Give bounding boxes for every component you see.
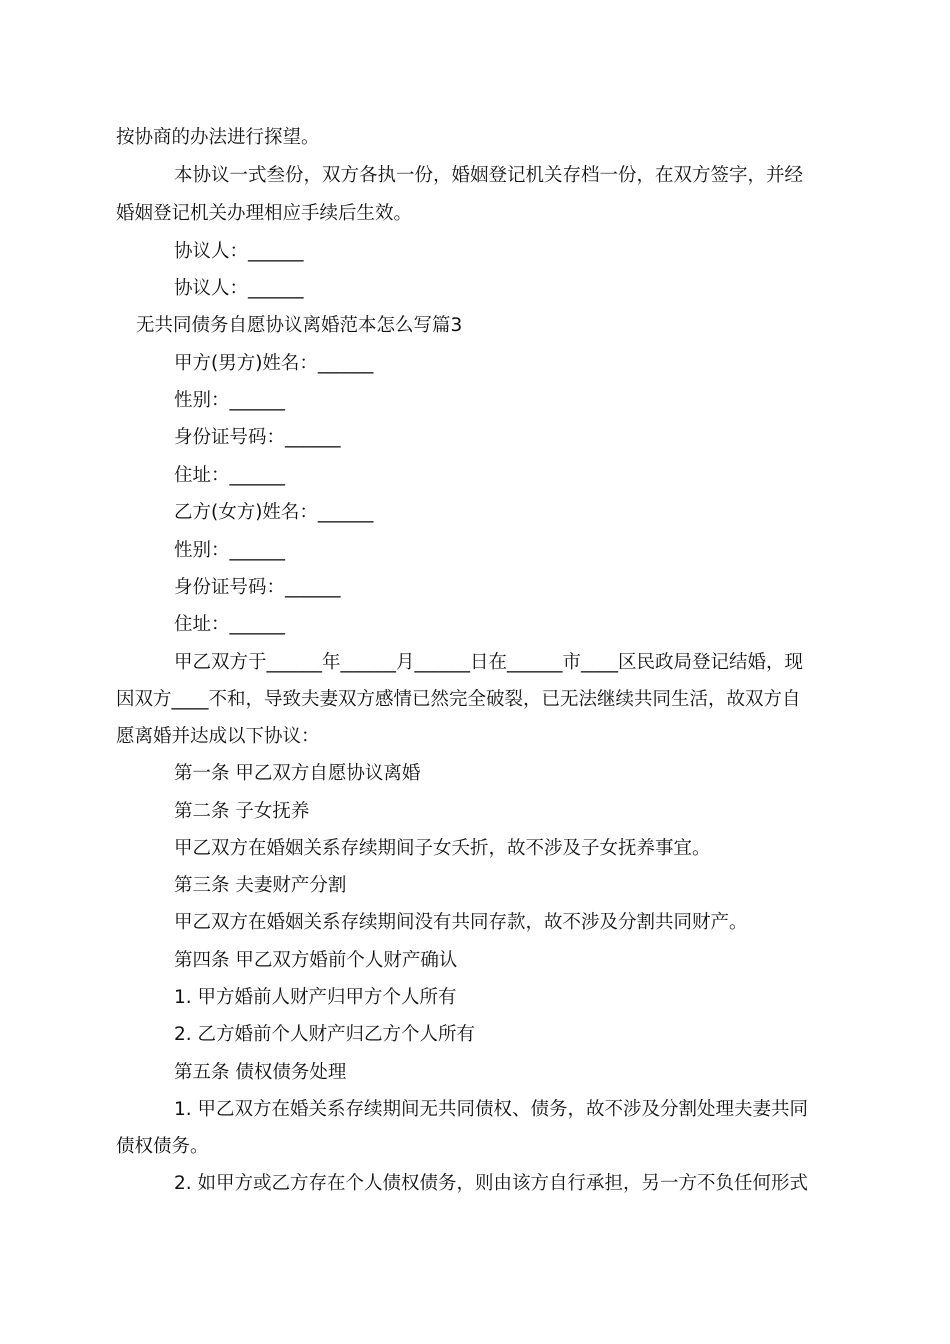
paragraph-line: 婚姻登记机关办理相应手续后生效。: [116, 203, 413, 224]
signature-line: 协议人：______: [174, 241, 304, 262]
list-item: 2. 乙方婚前个人财产归乙方个人所有: [174, 1024, 476, 1045]
article-heading: 第二条 子女抚养: [174, 801, 310, 822]
form-field-line: 住址：______: [174, 465, 286, 486]
article-heading: 第五条 债权债务处理: [174, 1062, 347, 1083]
form-field-line: 身份证号码：______: [174, 427, 341, 448]
form-field-line: 身份证号码：______: [174, 577, 341, 598]
paragraph-line: 甲乙双方于______年______月______日在______市____区民政局登记结婚，现: [174, 652, 804, 673]
form-field-line: 性别：______: [174, 540, 286, 561]
list-item: 1. 甲乙双方在婚关系存续期间无共同债权、债务，故不涉及分割处理夫妻共同: [174, 1099, 809, 1120]
article-heading: 第一条 甲乙双方自愿协议离婚: [174, 763, 421, 784]
form-field-line: 性别：______: [174, 390, 286, 411]
list-item: 2. 如甲方或乙方存在个人债权债务，则由该方自行承担，另一方不负任何形式: [174, 1173, 809, 1194]
form-field-line: 乙方(女方)姓名：______: [174, 502, 374, 523]
signature-line: 协议人：______: [174, 278, 304, 299]
form-field-line: 住址：______: [174, 614, 286, 635]
paragraph-line: 甲乙双方在婚姻关系存续期间子女夭折，故不涉及子女抚养事宜。: [174, 838, 711, 859]
form-field-line: 甲方(男方)姓名：______: [174, 353, 374, 374]
paragraph-line: 愿离婚并达成以下协议：: [116, 726, 320, 747]
paragraph-line: 本协议一式叁份，双方各执一份，婚姻登记机关存档一份，在双方签字，并经: [174, 165, 804, 186]
paragraph-line: 债权债务。: [116, 1136, 209, 1157]
paragraph-line: 甲乙双方在婚姻关系存续期间没有共同存款，故不涉及分割共同财产。: [174, 912, 748, 933]
paragraph-line: 因双方____不和，导致夫妻双方感情已然完全破裂，已无法继续共同生活，故双方自: [116, 689, 801, 710]
article-heading: 第三条 夫妻财产分割: [174, 875, 347, 896]
section-title: 无共同债务自愿协议离婚范本怎么写篇3: [136, 315, 463, 336]
paragraph-line: 按协商的办法进行探望。: [116, 127, 320, 148]
list-item: 1. 甲方婚前人财产归甲方个人所有: [174, 987, 457, 1008]
article-heading: 第四条 甲乙双方婚前个人财产确认: [174, 950, 458, 971]
